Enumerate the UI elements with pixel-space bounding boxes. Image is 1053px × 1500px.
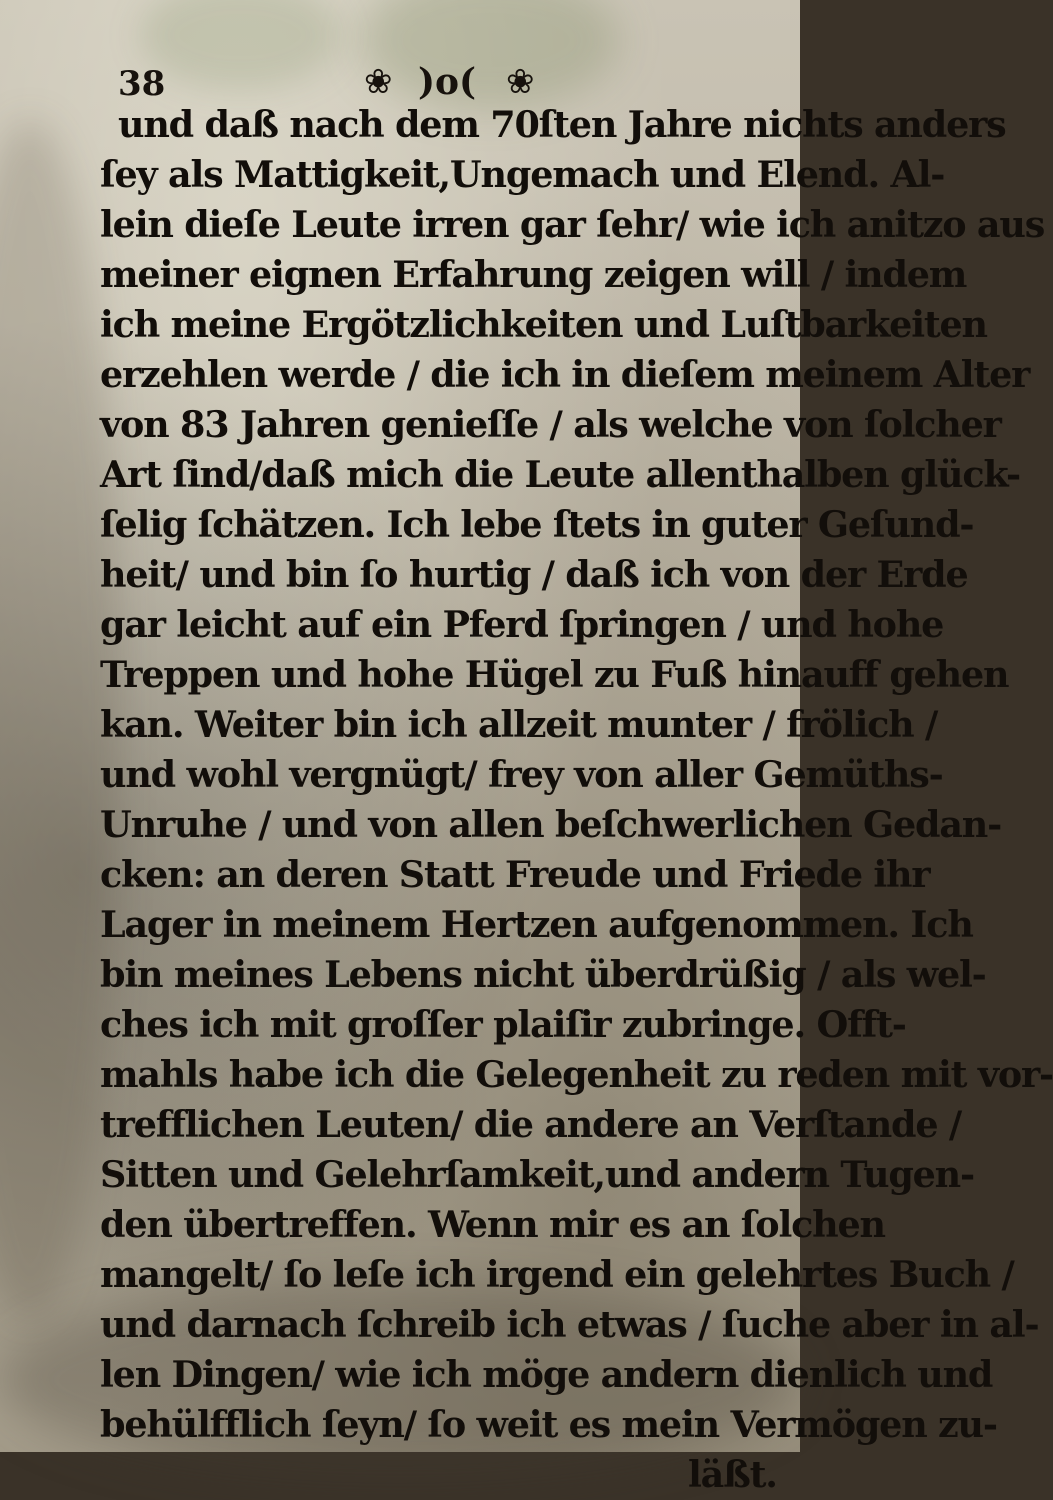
text-line: len Dingen/ wie ich möge andern dienlich und: [100, 1353, 993, 1396]
page-number: 38: [118, 64, 166, 104]
text-line: ſelig ſchätzen. Ich lebe ſtets in guter Geſund-: [100, 503, 974, 546]
text-line: cken: an deren Statt Freude und Friede ihr: [100, 853, 930, 896]
text-line: gar leicht auf ein Pferd ſpringen / und hohe: [100, 603, 944, 646]
text-line: den übertreffen. Wenn mir es an ſolchen: [100, 1203, 885, 1246]
text-line: lein dieſe Leute irren gar ſehr/ wie ich anitzo aus: [100, 203, 1045, 246]
text-line: Art ſind/daß mich die Leute allenthalben glück-: [100, 453, 1020, 496]
text-line: Treppen und hohe Hügel zu Fuß hinauff gehen: [100, 653, 1009, 696]
text-line: von 83 Jahren genieſſe / als welche von ſolcher: [100, 403, 1001, 446]
text-line: und darnach ſchreib ich etwas / ſuche aber in al-: [100, 1303, 1039, 1346]
text-line: ches ich mit groſſer plaiſir zubringe. Offt-: [100, 1003, 906, 1046]
text-line: mahls habe ich die Gelegenheit zu reden mit vor-: [100, 1053, 1053, 1096]
text-line: trefflichen Leuten/ die andere an Verſtande /: [100, 1103, 962, 1146]
text-line: bin meines Lebens nicht überdrüßig / als wel-: [100, 953, 986, 996]
flower-ornament-icon: ❀: [506, 62, 535, 102]
text-line: und daß nach dem 70ſten Jahre nichts anders: [118, 103, 1006, 146]
flower-ornament-icon: ❀: [364, 62, 393, 102]
text-line: ich meine Ergötzlichkeiten und Luſtbarkeiten: [100, 303, 987, 346]
body-text: [100, 100, 1053, 1500]
center-ornament-icon: )o(: [418, 61, 477, 103]
text-line: Sitten und Gelehrſamkeit,und andern Tugen-: [100, 1153, 974, 1196]
text-line: heit/ und bin ſo hurtig / daß ich von der Erde: [100, 553, 968, 596]
text-line: ſey als Mattigkeit,Ungemach und Elend. Al-: [100, 153, 945, 196]
text-line: kan. Weiter bin ich allzeit munter / frölich /: [100, 703, 938, 746]
text-line: läßt.: [688, 1453, 777, 1496]
text-line: und wohl vergnügt/ frey von aller Gemüths-: [100, 753, 943, 796]
text-line: meiner eignen Erfahrung zeigen will / indem: [100, 253, 967, 296]
text-line: Unruhe / und von allen beſchwerlichen Gedan-: [100, 803, 1002, 846]
text-line: mangelt/ ſo leſe ich irgend ein gelehrtes Buch /: [100, 1253, 1014, 1296]
text-line: behülfflich ſeyn/ ſo weit es mein Vermögen zu-: [100, 1403, 997, 1446]
text-line: Lager in meinem Hertzen aufgenommen. Ich: [100, 903, 973, 946]
text-line: erzehlen werde / die ich in dieſem meinem Alter: [100, 353, 1030, 396]
